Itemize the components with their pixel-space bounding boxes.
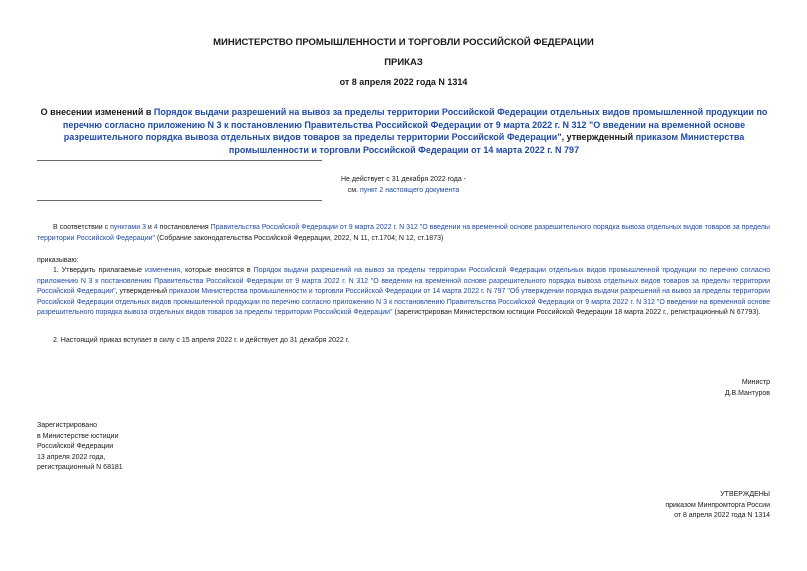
item1-text: 1. Утвердить прилагаемые [53, 267, 145, 274]
approved-heading: УТВЕРЖДЕНЫ [720, 491, 770, 498]
intro-paragraph [37, 223, 770, 244]
order-word: приказываю: [37, 257, 79, 264]
intro-text: и [145, 224, 154, 231]
item1-link-order-797[interactable]: приказом Министерства промышленности и торговли Российской Федерации от 14 марта 2022 г. N 797 "Об утверждении порядка выдачи разрешений на вывоз за пределы территории Российской Федерации отдельных видов промышленной продукции по перечню согласно приложению N 3 к постановлению Правительства Российской Федерации от 9 марта 2022 г. N 312 "О введении на временной основе разрешительного порядка вывоза отдельных видов товаров за пределы территории Российской Федерации" [37, 288, 770, 317]
document-date-number: от 8 апреля 2022 года N 1314 [339, 77, 468, 87]
intro-text: (Собрание законодательства Российской Федерации, 2022, N 11, ст.1704; N 12, ст.1873) [155, 234, 444, 242]
status-text: Не действует с 31 декабря 2022 года - [340, 176, 466, 183]
document-title [36, 106, 772, 156]
intro-link-item4[interactable]: 4 [153, 224, 158, 231]
registration-line: Российской Федерации [37, 443, 114, 451]
item1-text: , которые вносятся в [180, 267, 254, 274]
title-link-procedure[interactable]: Порядок выдачи разрешений на вывоз за пределы территории Российской Федерации отдельных видов промышленной продукции по перечню согласно приложению N 3 к постановлению Правительства Российской Федерации от 9 марта 2022 г. N 312 "О введении на временной основе разрешительного порядка вывоза отдельных видов товаров за пределы территории Российской Федерации" [62, 107, 768, 142]
registration-line: регистрационный N 68181 [37, 464, 123, 472]
status-see-text: см. [347, 187, 360, 194]
item1-link-procedure[interactable]: Порядок выдачи разрешений на вывоз за пределы территории Российской Федерации отдельных видов промышленной продукции по перечню согласно приложению N 3 к постановлению Правительства Российской Федерации от 9 марта 2022 г. N 312 "О введении на временной основе разрешительного порядка вывоза отдельных видов товаров за пределы территории Российской Федерации" [37, 267, 770, 296]
signature-block [600, 378, 770, 399]
title-text: , утвержденный [561, 132, 636, 142]
document-type: ПРИКАЗ [384, 57, 423, 68]
intro-text: постановления [157, 224, 211, 231]
intro-link-item3[interactable]: пунктами 3 [110, 224, 146, 231]
title-text: О внесении изменений в [40, 107, 154, 117]
approved-line: от 8 апреля 2022 года N 1314 [674, 512, 770, 519]
separator-line [37, 160, 322, 161]
signer-name: Д.В.Мантуров [724, 389, 770, 397]
ministry-heading: МИНИСТЕРСТВО ПРОМЫШЛЕННОСТИ И ТОРГОВЛИ РОССИЙСКОЙ ФЕДЕРАЦИИ [213, 37, 594, 48]
item1-link-changes[interactable]: изменения [145, 267, 181, 274]
approved-block [560, 490, 770, 522]
item1-text: , утвержденный [115, 288, 169, 296]
order-item-2: 2. Настоящий приказ вступает в силу с 15 апреля 2022 г. и действует до 31 декабря 2022 г. [53, 337, 350, 344]
registration-line: 13 апреля 2022 года, [37, 453, 106, 461]
intro-text: В соответствии с [53, 224, 111, 231]
intro-link-resolution-312[interactable]: Правительства Российской Федерации от 9 марта 2022 г. N 312 "О введении на временной основе разрешительного порядка вывоза отдельных видов товаров за пределы территории Российской Федерации" [37, 224, 770, 242]
separator-line [37, 200, 322, 201]
status-note [300, 174, 507, 196]
approved-line: приказом Минпромторга России [665, 501, 770, 509]
signer-position: Министр [741, 379, 770, 386]
order-item-1 [37, 266, 770, 319]
registration-line: Зарегистрировано [37, 422, 97, 429]
status-link-item2[interactable]: пункт 2 настоящего документа [359, 187, 460, 194]
registration-line: в Министерстве юстиции [37, 432, 119, 440]
status-see-line [300, 185, 507, 196]
registration-block [37, 421, 123, 474]
item1-text: (зарегистрирован Министерством юстиции Российской Федерации 18 марта 2022 г., регистрационный N 67793). [392, 309, 761, 317]
title-link-order-797[interactable]: приказом Министерства промышленности и торговли Российской Федерации от 14 марта 2022 г. N 797 [228, 132, 745, 155]
